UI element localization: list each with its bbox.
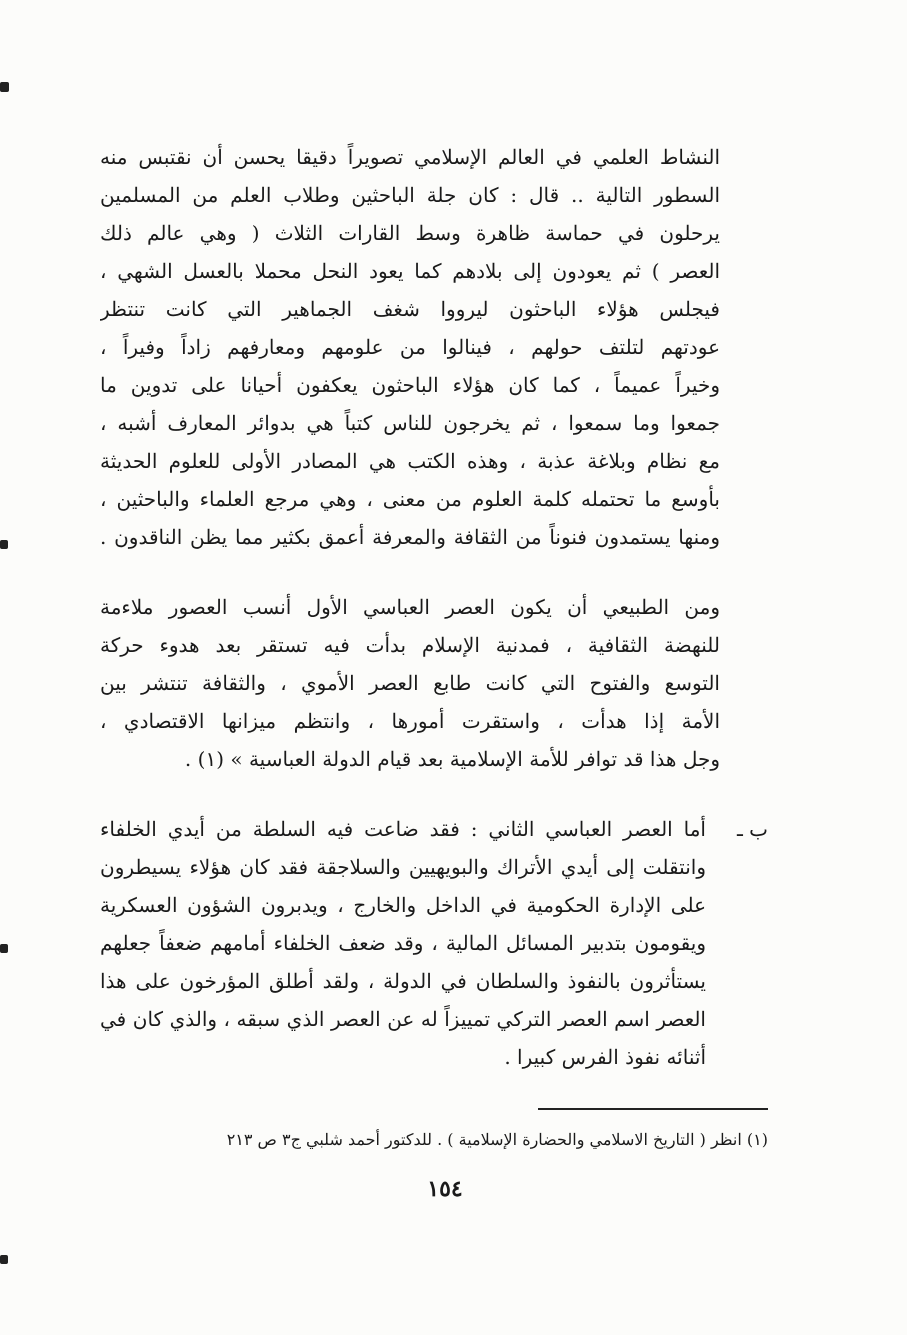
text-line: ويقومون بتدبير المسائل المالية ، وقد ضعف الخلفاء أمامهم ضعفاً جعلهم xyxy=(100,931,706,955)
section-b-body xyxy=(100,810,706,1076)
text-line: النشاط العلمي في العالم الإسلامي تصويراً دقيقا يحسن أن نقتبس منه xyxy=(100,145,720,169)
text-line: وجل هذا قد توافر للأمة الإسلامية بعد قيام الدولة العباسية » (١) . xyxy=(184,747,720,771)
text-line: فيجلس هؤلاء الباحثون ليرووا شغف الجماهير التي كانت تنتظر xyxy=(100,297,720,321)
section-marker: ب ـ xyxy=(736,817,768,841)
scan-edge-mark xyxy=(0,540,8,549)
paragraph-1 xyxy=(100,138,720,556)
scan-edge-mark xyxy=(0,82,9,92)
page-number: ١٥٤ xyxy=(427,1176,463,1202)
text-line: وانتقلت إلى أيدي الأتراك والبويهيين والسلاجقة فقد كان هؤلاء يسيطرون xyxy=(100,855,706,879)
text-line: يستأثرون بالنفوذ والسلطان في الدولة ، ولقد أطلق المؤرخون على هذا xyxy=(100,969,706,993)
text-line: جمعوا وما سمعوا ، ثم يخرجون للناس كتباً هي بدوائر المعارف أشبه ، xyxy=(100,411,720,435)
text-line: ومنها يستمدون فنوناً من الثقافة والمعرفة أعمق بكثير مما يظن الناقدون . xyxy=(100,525,720,549)
section-b xyxy=(100,810,768,1076)
text-line: ومن الطبيعي أن يكون العصر العباسي الأول أنسب العصور ملاءمة xyxy=(100,595,720,619)
text-line: يرحلون في حماسة ظاهرة وسط القارات الثلاث ( وهي عالم ذلك xyxy=(100,221,720,245)
text-line: بأوسع ما تحتمله كلمة العلوم من معنى ، وهي مرجع العلماء والباحثين ، xyxy=(100,487,720,511)
text-line: مع نظام وبلاغة عذبة ، وهذه الكتب هي المصادر الأولى للعلوم الحديثة xyxy=(100,449,720,473)
paragraph-2 xyxy=(100,588,720,778)
scan-edge-mark xyxy=(0,944,8,953)
text-line: للنهضة الثقافية ، فمدنية الإسلام بدأت فيه تستقر بعد هدوء حركة xyxy=(100,633,720,657)
text-line: العصر ) ثم يعودون إلى بلادهم كما يعود النحل محملا بالعسل الشهي ، xyxy=(100,259,720,283)
footnote-divider xyxy=(538,1108,768,1110)
text-line: على الإدارة الحكومية في الداخل والخارج ، ويدبرون الشؤون العسكرية xyxy=(100,893,706,917)
text-line: التوسع والفتوح التي كانت طابع العصر الأموي ، والثقافة تنتشر بين xyxy=(100,671,720,695)
text-line: العصر اسم العصر التركي تمييزاً له عن العصر الذي سبقه ، والذي كان في xyxy=(100,1007,706,1031)
text-line: الأمة إذا هدأت ، واستقرت أمورها ، وانتظم ميزانها الاقتصادي ، xyxy=(100,709,720,733)
text-line: أما العصر العباسي الثاني : فقد ضاعت فيه السلطة من أيدي الخلفاء xyxy=(100,817,706,841)
text-line: عودتهم لتلتف حولهم ، فينالوا من علومهم ومعارفهم زاداً وفيراً ، xyxy=(100,335,720,359)
text-line: أثنائه نفوذ الفرس كبيرا . xyxy=(504,1045,706,1069)
text-line: وخيراً عميماً ، كما كان هؤلاء الباحثون يعكفون أحيانا على تدوين ما xyxy=(100,373,720,397)
scan-edge-mark xyxy=(0,1255,8,1264)
footnote: (١) انظر ( التاريخ الاسلامي والحضارة الإسلامية ) . للدكتور أحمد شلبي ج٣ ص ٢١٣ xyxy=(226,1130,768,1149)
text-line: السطور التالية .. قال : كان جلة الباحثين وطلاب العلم من المسلمين xyxy=(100,183,720,207)
